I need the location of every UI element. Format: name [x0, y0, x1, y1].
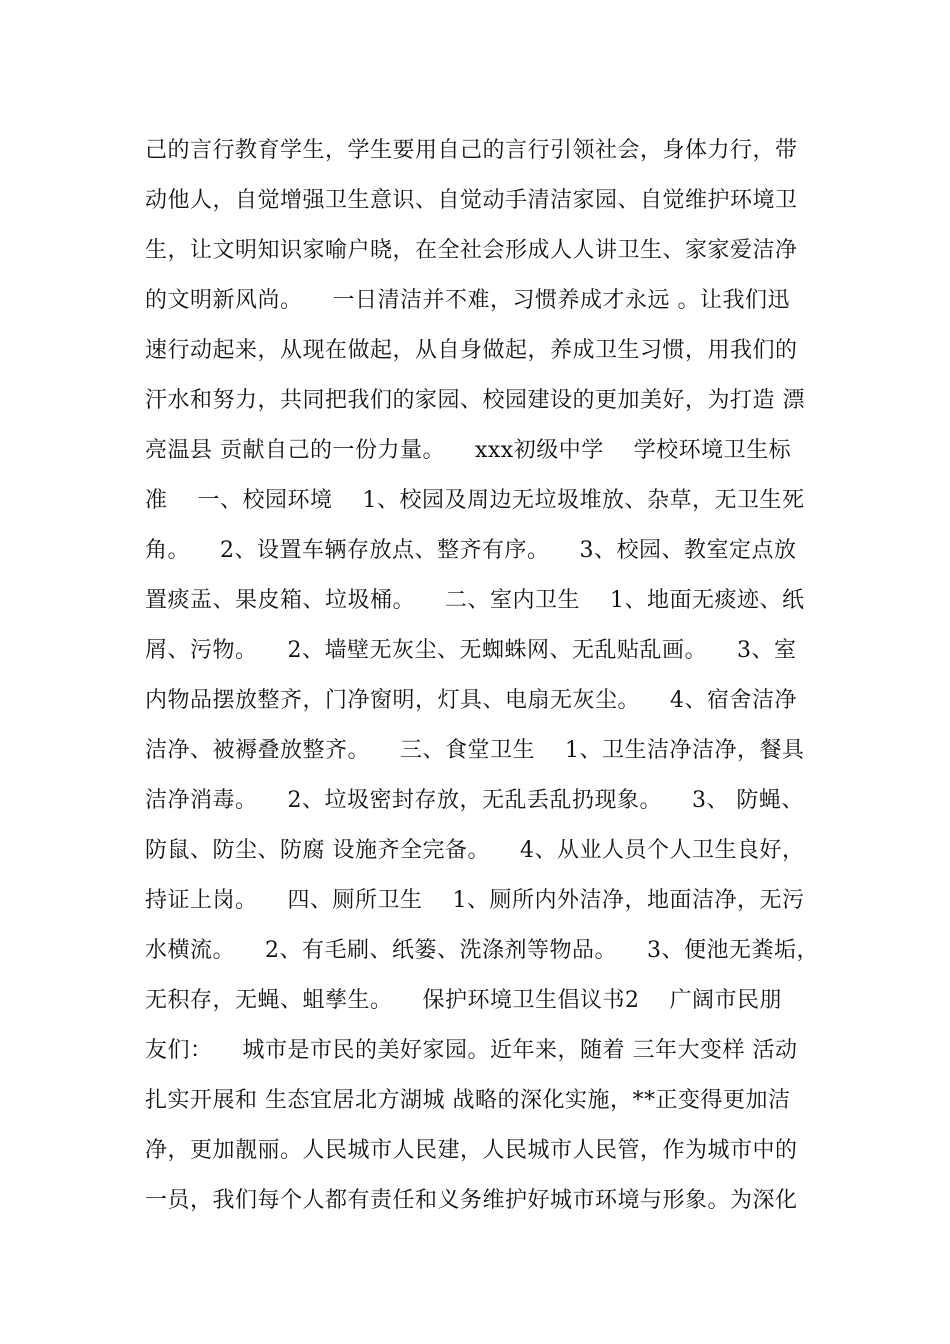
- text-line: 防鼠、防尘、防腐 设施齐全完备。 4、从业人员个人卫生良好，: [145, 838, 805, 863]
- text-line: 亮温县 贡献自己的一份力量。 xxx初级中学 学校环境卫生标: [145, 438, 792, 463]
- text-line: 置痰盂、果皮箱、垃圾桶。 二、室内卫生 1、地面无痰迹、纸: [145, 588, 805, 613]
- text-line: 洁净消毒。 2、垃圾密封存放，无乱丢乱扔现象。 3、 防蝇、: [145, 788, 804, 813]
- text-line: 洁净、被褥叠放整齐。 三、食堂卫生 1、卫生洁净洁净，餐具: [145, 738, 805, 763]
- text-line: 无积存，无蝇、蛆孳生。 保护环境卫生倡议书2 广阔市民朋: [145, 988, 782, 1013]
- text-line: 净，更加靓丽。人民城市人民建，人民城市人民管，作为城市中的: [145, 1138, 798, 1163]
- text-line: 持证上岗。 四、厕所卫生 1、厕所内外洁净，地面洁净，无污: [145, 888, 805, 913]
- text-line: 准 一、校园环境 1、校园及周边无垃圾堆放、杂草，无卫生死: [145, 488, 805, 513]
- text-line: 角。 2、设置车辆存放点、整齐有序。 3、校园、教室定点放: [145, 538, 797, 563]
- text-line: 扎实开展和 生态宜居北方湖城 战略的深化实施，**正变得更加洁: [145, 1088, 791, 1113]
- text-line: 的文明新风尚。 一日清洁并不难，习惯养成才永远 。让我们迅: [145, 288, 790, 313]
- text-line: 友们： 城市是市民的美好家园。近年来，随着 三年大变样 活动: [145, 1038, 798, 1063]
- text-line: 速行动起来，从现在做起，从自身做起，养成卫生习惯，用我们的: [145, 338, 798, 363]
- document-body: [145, 126, 819, 1226]
- text-line: 水横流。 2、有毛刷、纸篓、洗涤剂等物品。 3、便池无粪垢，: [145, 938, 819, 963]
- text-line: 一员，我们每个人都有责任和义务维护好城市环境与形象。为深化: [145, 1188, 798, 1213]
- text-line: 内物品摆放整齐，门净窗明，灯具、电扇无灰尘。 4、宿舍洁净: [145, 688, 797, 713]
- text-line: 己的言行教育学生，学生要用自己的言行引领社会，身体力行，带: [145, 138, 798, 163]
- text-line: 汗水和努力，共同把我们的家园、校园建设的更加美好，为打造 漂: [145, 388, 805, 413]
- text-line: 生，让文明知识家喻户晓，在全社会形成人人讲卫生、家家爱洁净: [145, 238, 798, 263]
- text-line: 屑、污物。 2、墙壁无灰尘、无蜘蛛网、无乱贴乱画。 3、室: [145, 638, 797, 663]
- text-line: 动他人，自觉增强卫生意识、自觉动手清洁家园、自觉维护环境卫: [145, 188, 798, 213]
